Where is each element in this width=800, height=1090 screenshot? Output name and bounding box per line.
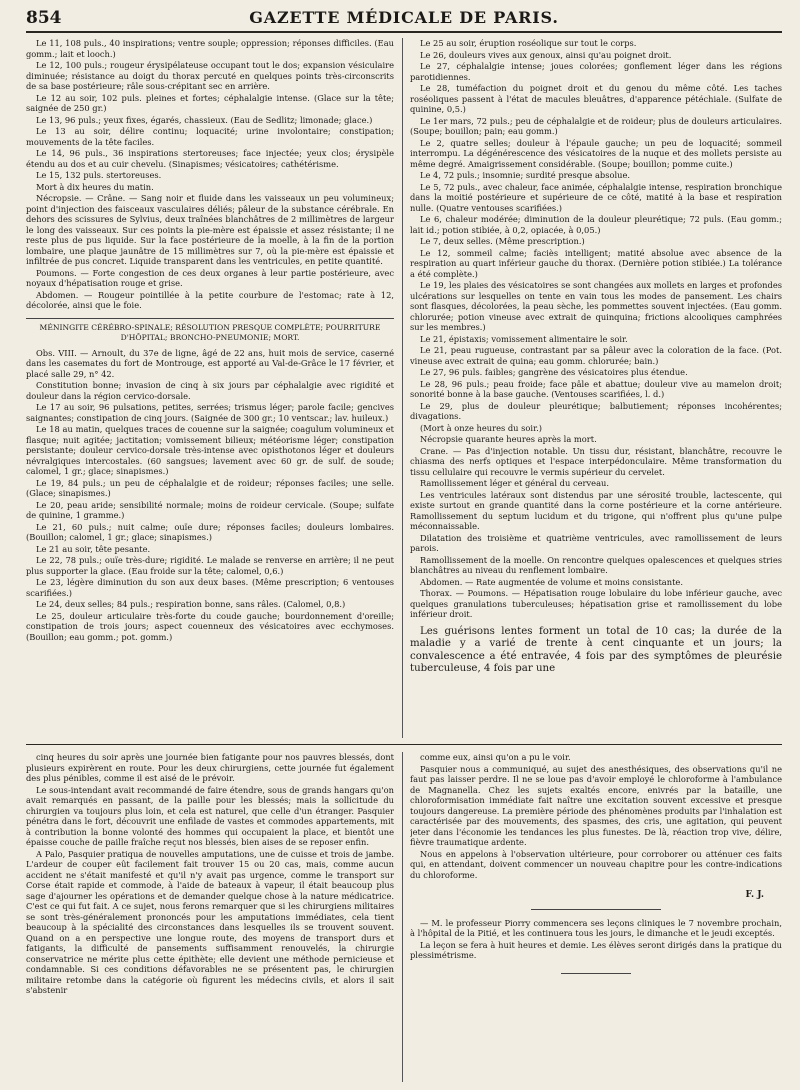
paragraph: Le 21, 60 puls.; nuit calme; ouïe dure; réponses faciles; douleurs lombaires. (Bouillon; calomel, 1 gr.; glace; sinapismes.) [26,521,394,542]
paragraph: Abdomen. — Rougeur pointillée à la petite courbure de l'estomac; rate à 12, décolorée, ainsi que le foie. [26,289,394,310]
paragraph: Les ventricules latéraux sont distendus par une sérosité trouble, lactescente, qui existe surtout en grande quantité dans la corne postérieure et la corne antérieure. Ramollissement du septum lucidum et du trigone, qui n'offrent plus qu'une pulpe méconnaissable. [410,489,782,531]
paragraph: Le 12, 100 puls.; rougeur érysipélateuse occupant tout le dos; expansion vésiculaire diminuée; résistance au doigt du thorax percuté en quelques points très-circonscrits de sa base postérieure; râle sous-crépitant sec en arrière. [26,60,394,91]
paragraph: Le 20, peau aride; sensibilité normale; moins de roideur cervicale. (Soupe; sulfate de quinine, 1 gramme.) [26,499,394,520]
paragraph: Le 11, 108 puls., 40 inspirations; ventre souple; oppression; réponses difficiles. (Eau gomm.; lait et looch.) [26,38,394,59]
right-column-bottom [410,752,782,1082]
header-rule [26,31,782,33]
journal-title: GAZETTE MÉDICALE DE PARIS. [249,8,559,27]
paragraph: Nécropsie quarante heures après la mort. [420,434,597,444]
paragraph: (Mort à onze heures du soir.) [420,422,543,433]
paragraph: Le 28, 96 puls.; peau froide; face pâle et abattue; douleur vive au mamelon droit; sonorité bonne à la base gauche. (Ventouses scarifiées, l. d.) [410,378,782,399]
surgery-article [26,752,394,996]
paragraph: Le 5, 72 puls., avec chaleur, face animée, céphalalgie intense, respiration bronchique dans la moitié postérieure et supérieure de ce côté, matité à la base et respiration nulle. (Quatre ventouses scarifiées.) [410,181,782,213]
paragraph: Le 2, quatre selles; douleur à l'épaule gauche; un peu de loquacité; sommeil interrompu. La dégénérescence des vésicatoires de la nuque et des mollets persiste au même degré. Amaigrissement considérable. (Soupe; bouillon; pomme cuite.) [410,137,782,169]
right-column-top [410,38,782,728]
paragraph: Le 29, plus de douleur pleurétique; balbutiement; réponses incohérentes; divagations. [410,400,782,421]
paragraph: Le 13, 96 puls.; yeux fixes, égarés, chassieux. (Eau de Sedlitz; limonade; glace.) [36,114,373,125]
paragraph: cinq heures du soir après une journée bien fatigante pour nos pauvres blessés, dont plusieurs expirèrent en route. Pour les deux chirurgiens, cette journée fut également des plus pénibles, comme il est aisé de le prévoir. [26,752,394,783]
paragraph: Le 27, 96 puls. faibles; gangrène des vésicatoires plus étendue. [420,367,688,377]
column-divider-top [402,38,403,738]
paragraph: Le 4, 72 puls.; insomnie; surdité presque absolue. [420,170,631,180]
left-column-bottom [26,752,394,1082]
paragraph: Poumons. — Forte congestion de ces deux organes à leur partie postérieure, avec noyaux d'hépatisation rouge et grise. [26,267,394,288]
paragraph: Le 24, deux selles; 84 puls.; respiration bonne, sans râles. (Calomel, 0,8.) [36,599,346,609]
page-header [26,8,782,32]
column-divider-bottom [402,752,403,1082]
summary-paragraph: Les guérisons lentes forment un total de 10 cas; la durée de la maladie y a varié de trente à cent cinquante et un jours; la convalescence a été entravée, 4 fois par des symptômes de pleurésie tuberculeuse, 4 fois par une [410,625,782,674]
paragraph: Le 7, deux selles. (Même prescription.) [420,236,585,246]
left-column-top [26,38,394,728]
observation-viii [26,348,394,643]
paragraph: Le 21, épistaxis; vomissement alimentaire le soir. [420,333,628,344]
paragraph: Constitution bonne; invasion de cinq à six jours par céphalalgie avec rigidité et douleur dans la région cervico-dorsale. [26,380,394,401]
paragraph: Le 22, 78 puls.; ouïe très-dure; rigidité. Le malade se renverse en arrière; il ne peut plus supporter la glace. (Eau froide sur la tête; calomel, 0,6.) [26,555,394,576]
paragraph: Le 28, tuméfaction du poignet droit et du genou du même côté. Les taches roséoliques passent à l'état de macules bleuâtres, d'apparence pétéchiale. (Sulfate de quinine, 0,5.) [410,83,782,114]
paragraph: Le 19, 84 puls.; un peu de céphalalgie et de roideur; réponses faciles; une selle. (Glace; sinapismes.) [26,477,394,498]
paragraph: Ramollissement de la moelle. On rencontre quelques opalescences et quelques stries blanchâtres au niveau du renflement lombaire. [410,554,782,575]
paragraph: — M. le professeur Piorry commencera ses leçons cliniques le 7 novembre prochain, à l'hôpital de la Pitié, et les continuera tous les jours, le dimanche et le jeudi exceptés. [410,917,782,938]
paragraph: Le 13 au soir, délire continu; loquacité; urine involontaire; constipation; mouvements de la tête faciles. [26,126,394,147]
paragraph: Le 17 au soir, 96 pulsations, petites, serrées; trismus léger; parole facile; gencives saignantes; constipation de cinq jours. (Saignée de 300 gr.; 10 ventscar.; lav. huileux.) [26,402,394,423]
end-rule [561,973,631,974]
observation-viii-continued [410,38,782,620]
author-signature: F. J. [745,890,764,900]
paragraph: Le 12 au soir, 102 puls. pleines et fortes; céphalalgie intense. (Glace sur la tête; saignée de 250 gr.) [26,92,394,113]
paragraph: Le 25 au soir, éruption roséolique sur tout le corps. [420,38,637,48]
paragraph: Abdomen. — Rate augmentée de volume et moins consistante. [420,576,683,587]
paragraph: Nous en appelons à l'observation ultérieure, pour corroborer ou atténuer ces faits qui, en attendant, doivent commencer un nouveau chapitre pour les contre-indications du chloroforme. [410,848,782,880]
paragraph: Le 12, sommeil calme; faciès intelligent; matité absolue avec absence de la respiration au quart inférieur gauche du thorax. (Dernière potion stibiée.) La tolérance a été complète.) [410,247,782,279]
paragraph: Le sous-intendant avait recommandé de faire étendre, sous de grands hangars qu'on avait remarqués en passant, de la paille pour les blessés; mais la sollicitude du chirurgien va toujours plus loin, et cela est naturel, que celle d'un étranger. Pasquier pénétra dans le fort, découvrit une enfilade de vastes et commodes appartements, mit à contribution la bonne volonté des hommes qui occupaient la place, et bientôt une épaisse couche de paille fraîche reçut nos blessés, bien aises de se reposer enfin. [26,784,394,847]
case-notes-vii [26,38,394,311]
section-divider [26,744,782,745]
paragraph: Le 26, douleurs vives aux genoux, ainsi qu'au poignet droit. [420,49,672,60]
page-number: 854 [26,8,62,28]
paragraph: Le 23, légère diminution du son aux deux bases. (Même prescription; 6 ventouses scarifiées.) [26,577,394,598]
paragraph: Le 15, 132 puls. stertoreuses. [36,170,162,180]
paragraph: La leçon se fera à huit heures et demie. Les élèves seront dirigés dans la pratique du plessimétrisme. [410,939,782,960]
paragraph: Le 6, chaleur modérée; diminution de la douleur pleurétique; 72 puls. (Eau gomm.; lait id.; potion stibiée, à 0,2, opiacée, à 0,05.) [410,214,782,235]
paragraph: Le 18 au matin, quelques traces de couenne sur la saignée; coagulum volumineux et flasque; nuit agitée; jactitation; vomissement bilieux; météorisme léger; constipation persistante; douleur cervico-dorsale très-intense avec opisthotonos léger et douleurs névralgiques intercostales. (60 sangsues; lavement avec 60 gr. de sulf. de soude; calomel, 1 gr.; glace; sinapismes.) [26,424,394,476]
paragraph: Obs. VIII. — Arnoult, du 37e de ligne, âgé de 22 ans, huit mois de service, caserné dans les casemates du fort de Montrouge, est apporté au Val-de-Grâce le 17 février, et placé salle 29, n° 42. [26,347,394,379]
anesthesia-article [410,752,782,880]
paragraph: Nécropsie. — Crâne. — Sang noir et fluide dans les vaisseaux un peu volumineux; point d'injection des faisceaux vasculaires déliés; pâleur de la substance cérébrale. En dehors des scissures de Sylvius, deux traînées blanchâtres de 2 millimètres de largeur le long des vaisseaux. Sur ces points la pie-mère est épaissie et assez résistante; il ne reste plus de pus liquide. Sur la face postérieure de la moelle, à la fin de la portion lombaire, une plaque jaunâtre de 15 millimètres sur 7, où la pie-mère est épaissie et infiltrée de pus concret. Liquide transparent dans les ventricules, en petite quantité. [26,193,394,266]
paragraph: A Palo, Pasquier pratiqua de nouvelles amputations, une de cuisse et trois de jambe. L'ardeur de couper eût facilement fait trouver 15 ou 20 cas, mais, comme aucun accident ne s'était manifesté et qu'il n'y avait pas urgence, comme le transport sur Corse était rapide et commode, à l'aide de bateaux à vapeur, il était beaucoup plus sage d'ajourner les opérations et de demander quelque chose à la nature médicatrice. C'est ce qui fut fait. A ce sujet, nous ferons remarquer que si les chirurgiens militaires se sont très-généralement prononcés pour les amputations immédiates, cela tient beaucoup à la spécialité des circonstances dans lesquelles ils se trouvent souvent. Quand on a en perspective une longue route, des moyens de transport durs et fatigants, la difficulté de pansements suffisamment renouvelés, la chirurgie conservatrice ne mérite plus cette épithète; elle devient une méthode pernicieuse et condamnable. Si ces conditions défavorables ne se présentent pas, le chirurgien militaire retombe dans la catégorie où figurent les médecins civils, et alors il sait s'abstenir [26,848,394,995]
paragraph: Mort à dix heures du matin. [36,181,154,192]
paragraph: Dilatation des troisième et quatrième ventricules, avec ramollissement de leurs parois. [410,532,782,553]
paragraph: Le 14, 96 puls., 36 inspirations stertoreuses; face injectée; yeux clos; érysipèle étendu au dos et au cuir chevelu. (Sinapismes; vésicatoires; cathétérisme. [26,148,394,169]
paragraph: Le 21 au soir, tête pesante. [36,543,151,554]
paragraph: Thorax. — Poumons. — Hépatisation rouge lobulaire du lobe inférieur gauche, avec quelques granulations tuberculeuses; hépatisation grise et ramollissement du lobe inférieur droit. [410,588,782,619]
observation-title: MÉNINGITE CÉRÉBRO-SPINALE; RÉSOLUTION PRESQUE COMPLÈTE; POURRITURE D'HÔPITAL; BRONCHO-PNEUMONIE; MORT. [26,318,394,343]
paragraph: Pasquier nous a communiqué, au sujet des anesthésiques, des observations qu'il ne faut pas laisser perdre. Il ne se loue pas d'avoir employé le chloroforme à l'ambulance de Magnanella. Chez les sujets exaltés encore, enivrés par la bataille, une chloroformisation immédiate fait naître une excitation souvent excessive et presque toujours dangereuse. La première période des phénomènes produits par l'inhalation est caractérisée par des mouvements, des spasmes, des cris, une agitation, qui peuvent jeter dans l'économie les tendances les plus funestes. De là, réaction trop vive, délire, fièvre traumatique ardente. [410,763,782,847]
paragraph: Le 27, céphalalgie intense; joues colorées; gonflement léger dans les régions parotidiennes. [410,61,782,82]
paragraph: Le 25, douleur articulaire très-forte du coude gauche; bourdonnement d'oreille; constipation de trois jours; aspect couenneux des vésicatoires avec ecchymoses. (Bouillon; eau gomm.; pot. gomm.) [26,610,394,642]
announcements [410,918,782,961]
paragraph: Le 1er mars, 72 puls.; peu de céphalalgie et de roideur; plus de douleurs articulaires. (Soupe; bouillon; pain; eau gomm.) [410,115,782,136]
paragraph: Le 19, les plaies des vésicatoires se sont changées aux mollets en larges et profondes ulcérations sur lesquelles on tente en vain tous les modes de pansement. Les chairs sont flasques, décolorées, la peau sèche, les pommettes souvent injectées. (Eau gomm. chlorurée; potion vineuse avec extrait de quinquina; frictions alcooliques camphrées sur les membres.) [410,280,782,332]
paragraph: comme eux, ainsi qu'on a pu le voir. [420,752,571,762]
paragraph: Ramollissement léger et général du cerveau. [420,478,610,488]
paragraph: Le 21, peau rugueuse, contrastant par sa pâleur avec la coloration de la face. (Pot. vineuse avec extrait de quina; eau gomm. chlorurée; bain.) [410,345,782,366]
paragraph: Crane. — Pas d'injection notable. Un tissu dur, résistant, blanchâtre, recouvre le chiasma des nerfs optiques et l'espace interpédonculaire. Même transformation du tissu cellulaire qui recouvre le vermis supérieur du cervelet. [410,445,782,477]
short-rule [531,909,661,910]
